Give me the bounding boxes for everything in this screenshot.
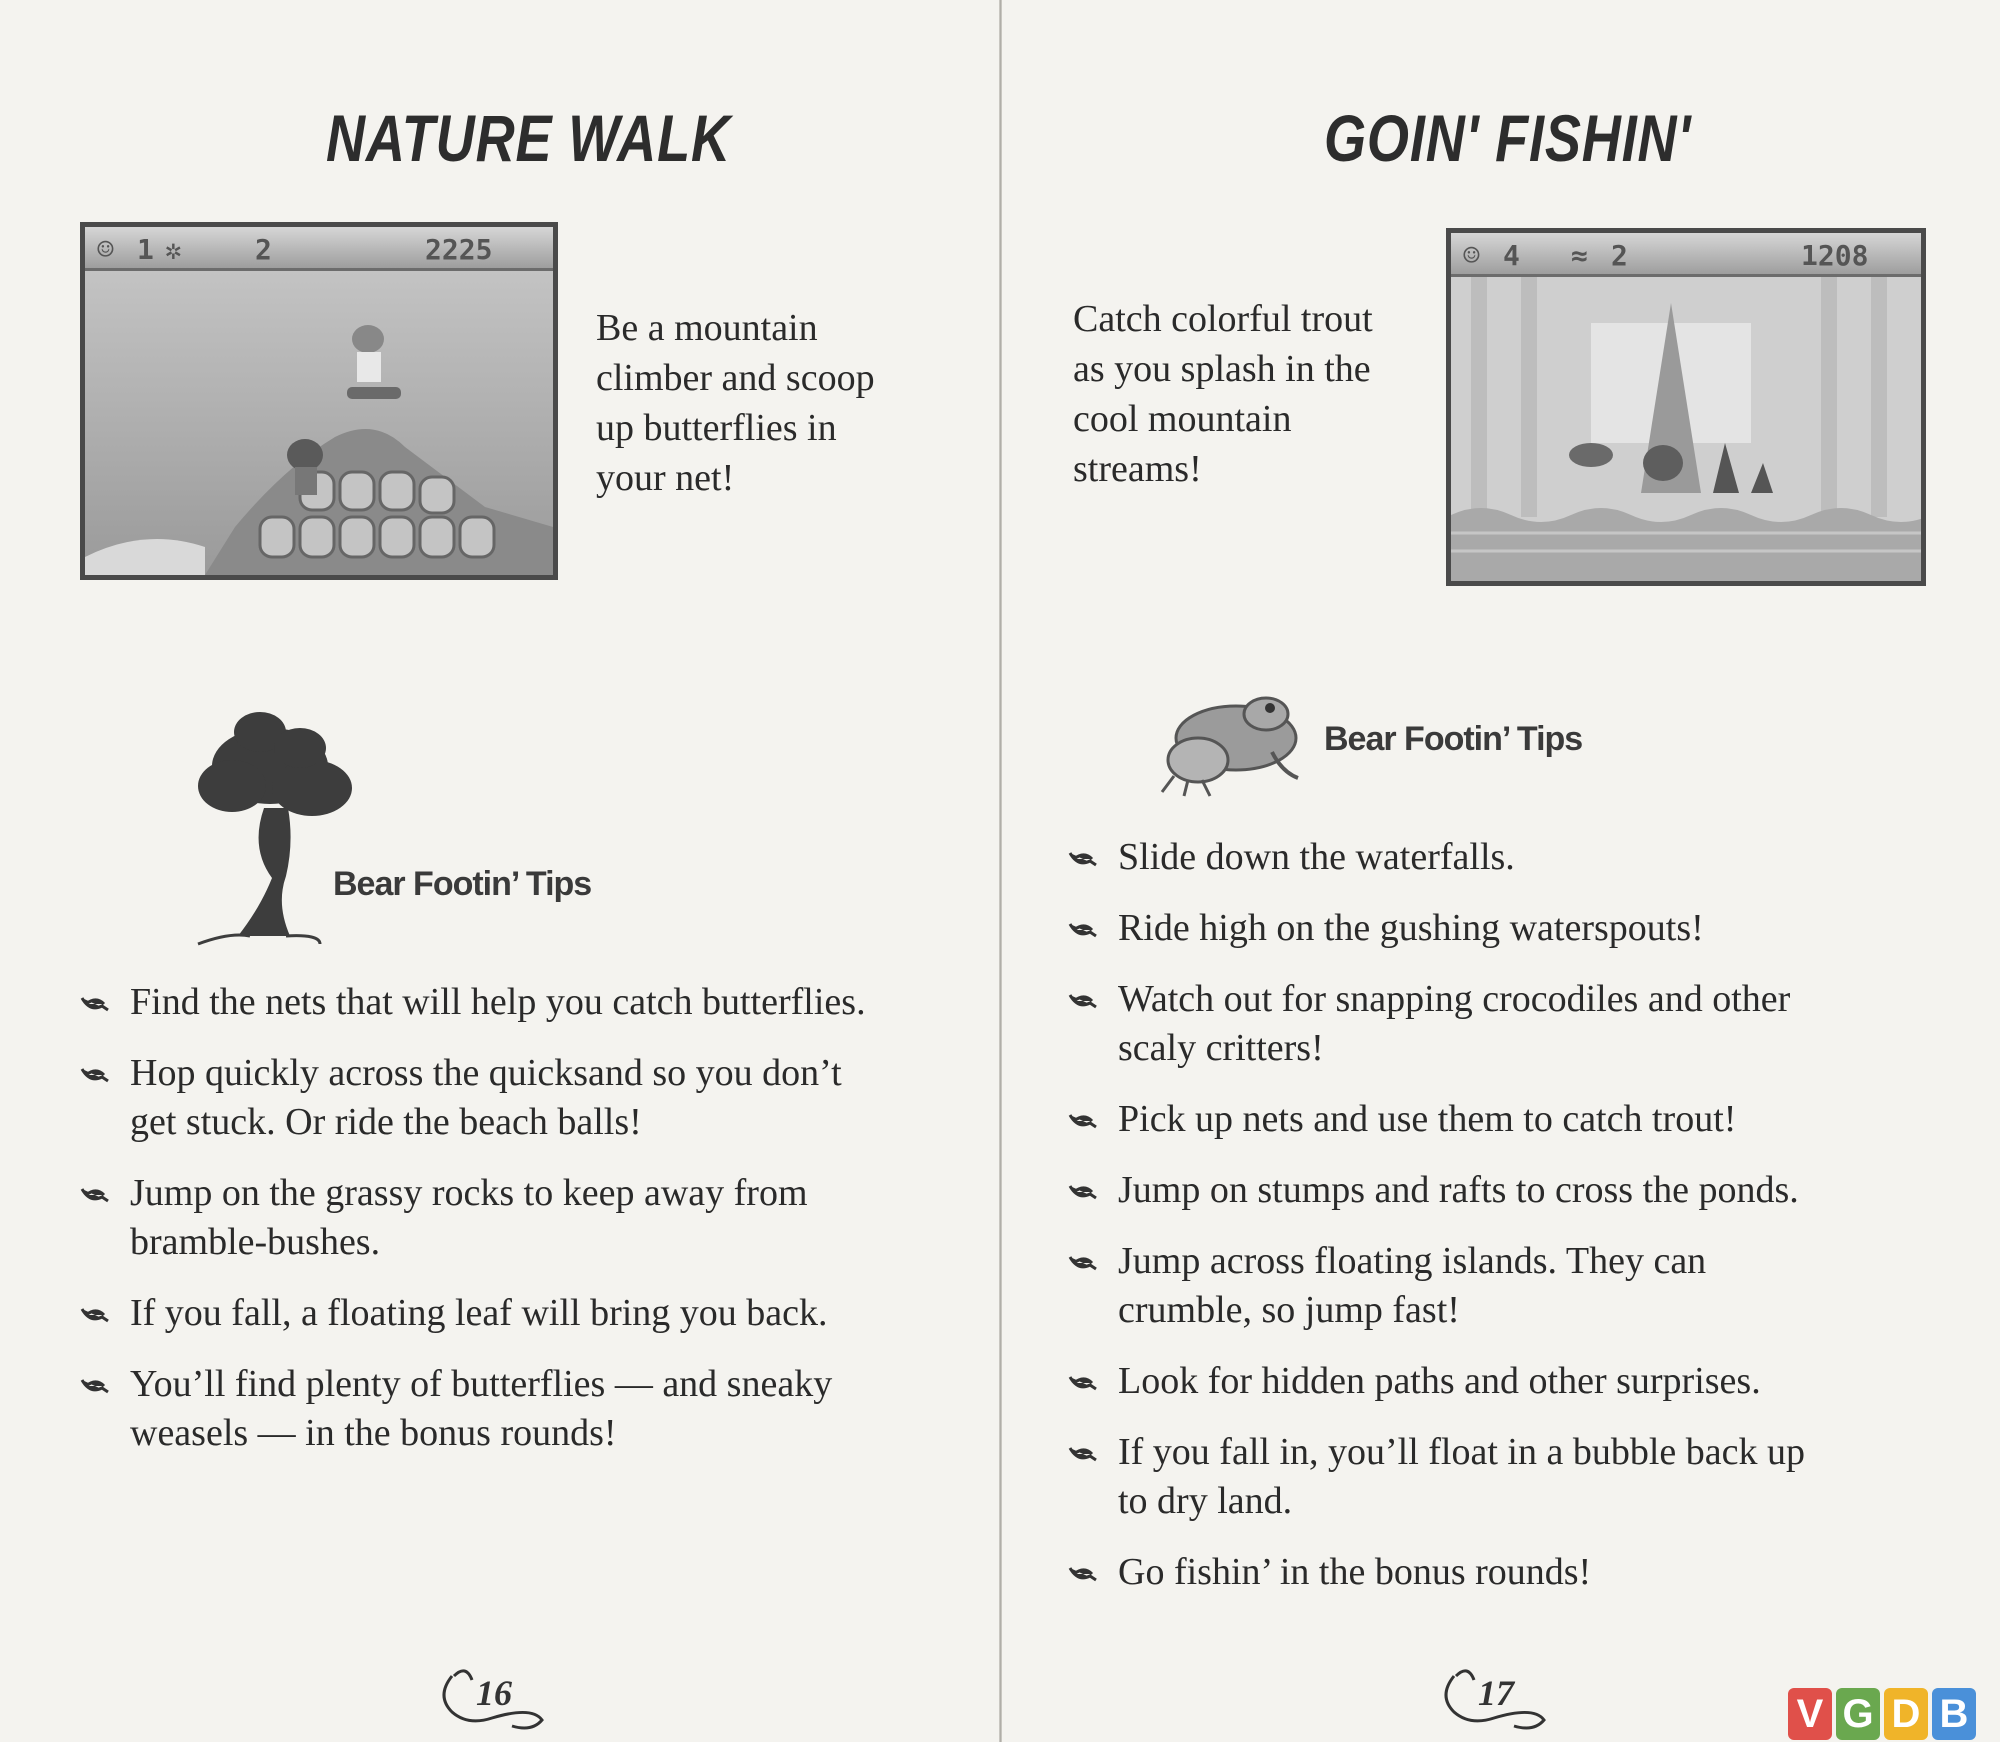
tip-item xyxy=(1068,975,1968,1073)
page-title: NATURE WALK xyxy=(326,101,731,175)
tip-line: weasels — in the bonus rounds! xyxy=(130,1412,617,1454)
vgdb-watermark xyxy=(1788,1688,1976,1740)
goin-fishin-scene xyxy=(1451,233,1921,581)
tip-item xyxy=(1068,833,1968,882)
tip-item xyxy=(1068,1095,1968,1144)
tip-line: Jump across floating islands. They can xyxy=(1118,1240,1707,1282)
tip-line: Watch out for snapping crocodiles and other xyxy=(1118,978,1791,1020)
tip-line: Jump on the grassy rocks to keep away from xyxy=(130,1172,808,1214)
tip-item xyxy=(1068,1428,1968,1526)
leaf-bullet-icon xyxy=(1068,1111,1098,1131)
intro-line: your net! xyxy=(596,457,735,499)
tip-line: Pick up nets and use them to catch trout! xyxy=(1118,1098,1737,1140)
tip-line: Find the nets that will help you catch butterflies. xyxy=(130,981,866,1023)
tip-line: Hop quickly across the quicksand so you don’t xyxy=(130,1052,842,1094)
intro-line: as you splash in the xyxy=(1073,348,1371,390)
score: 2225 xyxy=(425,233,493,266)
leaf-bullet-icon xyxy=(80,1185,110,1205)
tip-item xyxy=(80,1049,960,1147)
tip-line: get stuck. Or ride the beach balls! xyxy=(130,1101,642,1143)
lives-count: 1 xyxy=(137,233,154,266)
score: 1208 xyxy=(1801,239,1869,272)
leaf-bullet-icon xyxy=(80,994,110,1014)
watermark-letter: D xyxy=(1884,1688,1928,1740)
tip-line: Go fishin’ in the bonus rounds! xyxy=(1118,1551,1592,1593)
tips-heading: Bear Footin’ Tips xyxy=(1324,720,1583,758)
intro-text xyxy=(1073,294,1373,494)
intro-line: Catch colorful trout xyxy=(1073,298,1373,340)
game-hud xyxy=(85,227,553,271)
watermark-letter: B xyxy=(1932,1688,1976,1740)
tip-line: Jump on stumps and rafts to cross the ponds. xyxy=(1118,1169,1799,1211)
right-page xyxy=(1000,0,2000,1742)
tip-item xyxy=(80,1289,960,1338)
page-number-text: 16 xyxy=(476,1673,512,1713)
items-count: 2 xyxy=(1611,239,1628,272)
game-screenshot xyxy=(80,222,558,580)
tip-item xyxy=(80,978,960,1027)
page-number-text: 17 xyxy=(1478,1673,1514,1713)
tips-list xyxy=(1068,833,1968,1597)
watermark-letter: V xyxy=(1788,1688,1832,1740)
leaf-bullet-icon xyxy=(1068,1564,1098,1584)
leaf-bullet-icon xyxy=(1068,991,1098,1011)
butterfly-icon: ✲ xyxy=(165,233,182,266)
page-title: GOIN' FISHIN' xyxy=(1324,101,1692,175)
tree-icon xyxy=(190,708,370,950)
tip-line: Look for hidden paths and other surprises. xyxy=(1118,1360,1761,1402)
lives-count: 4 xyxy=(1503,239,1520,272)
tip-item xyxy=(1068,1166,1968,1215)
leaf-bullet-icon xyxy=(1068,1182,1098,1202)
tip-item xyxy=(1068,1357,1968,1406)
intro-text xyxy=(596,303,875,503)
intro-line: up butterflies in xyxy=(596,407,837,449)
leaf-bullet-icon xyxy=(1068,1373,1098,1393)
tips-heading: Bear Footin’ Tips xyxy=(333,865,592,903)
intro-line: climber and scoop xyxy=(596,357,875,399)
game-hud xyxy=(1451,233,1921,277)
lives-icon: ☺ xyxy=(97,233,114,266)
tip-item xyxy=(80,1360,960,1458)
tip-line: If you fall, a floating leaf will bring you back. xyxy=(130,1292,828,1334)
leaf-bullet-icon xyxy=(80,1065,110,1085)
tips-list xyxy=(80,978,960,1458)
leaf-bullet-icon xyxy=(80,1305,110,1325)
intro-line: Be a mountain xyxy=(596,307,818,349)
page-number xyxy=(432,1656,552,1736)
tip-line: You’ll find plenty of butterflies — and sneaky xyxy=(130,1363,833,1405)
fish-icon: ≈ xyxy=(1571,239,1588,272)
tip-line: to dry land. xyxy=(1118,1480,1293,1522)
leaf-bullet-icon xyxy=(1068,1444,1098,1464)
tip-line: Ride high on the gushing waterspouts! xyxy=(1118,907,1704,949)
tip-line: scaly critters! xyxy=(1118,1027,1324,1069)
leaf-bullet-icon xyxy=(1068,920,1098,940)
leaf-bullet-icon xyxy=(1068,1253,1098,1273)
items-count: 2 xyxy=(255,233,272,266)
page-number xyxy=(1434,1656,1554,1736)
tip-item xyxy=(1068,1237,1968,1335)
tip-line: crumble, so jump fast! xyxy=(1118,1289,1460,1331)
tip-item xyxy=(1068,904,1968,953)
tip-line: bramble-bushes. xyxy=(130,1221,381,1263)
tip-item xyxy=(1068,1548,1968,1597)
frog-icon xyxy=(1154,688,1314,798)
nature-walk-scene xyxy=(85,227,553,575)
lives-icon: ☺ xyxy=(1463,239,1480,272)
intro-line: cool mountain xyxy=(1073,398,1292,440)
game-screenshot xyxy=(1446,228,1926,586)
leaf-bullet-icon xyxy=(1068,849,1098,869)
tip-line: Slide down the waterfalls. xyxy=(1118,836,1515,878)
intro-line: streams! xyxy=(1073,448,1202,490)
tip-item xyxy=(80,1169,960,1267)
tip-line: If you fall in, you’ll float in a bubble back up xyxy=(1118,1431,1805,1473)
watermark-letter: G xyxy=(1836,1688,1880,1740)
leaf-bullet-icon xyxy=(80,1376,110,1396)
